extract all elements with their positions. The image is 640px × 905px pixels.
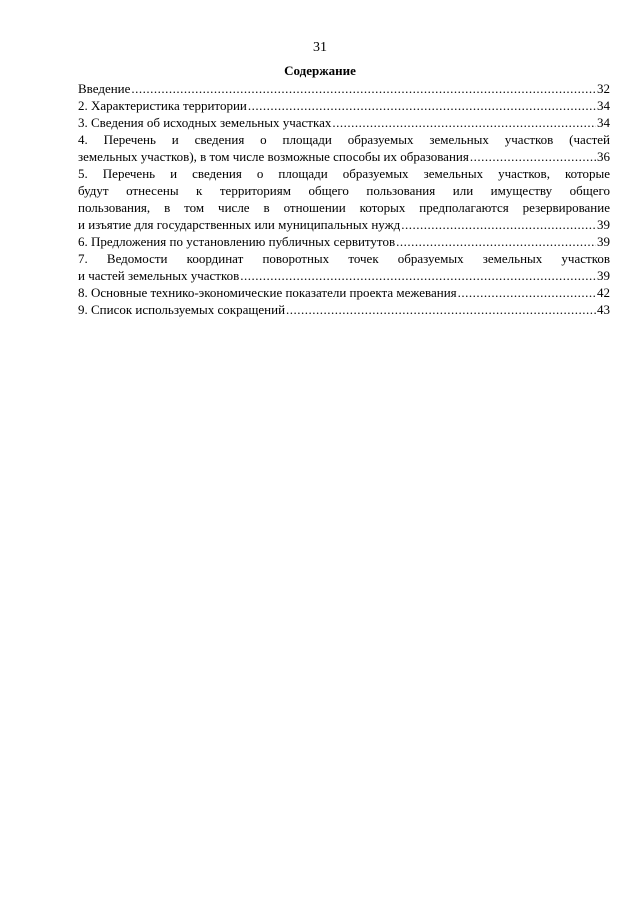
toc-entry-text: 8. Основные технико-экономические показатели проекта межевания — [78, 285, 457, 300]
toc-entry-text: и изъятие для государственных или муниципальных нужд — [78, 217, 401, 232]
toc-entry-text: и частей земельных участков — [78, 268, 240, 283]
toc-entry-page: 39 — [597, 268, 610, 283]
leader-dots — [248, 97, 596, 114]
leader-dots — [240, 267, 596, 284]
toc-entry-9[interactable] — [78, 301, 610, 318]
leader-dots — [458, 284, 596, 301]
toc-entry-text: Введение — [78, 81, 131, 96]
toc-entry-page: 36 — [597, 149, 610, 164]
toc-entry-page: 32 — [597, 81, 610, 96]
toc-entry-text: 5. Перечень и сведения о площади образуемых земельных участков, которые — [78, 166, 610, 181]
table-of-contents — [78, 80, 610, 318]
toc-entry-page: 39 — [597, 217, 610, 232]
toc-entry-introduction[interactable] — [78, 80, 610, 97]
toc-entry-page: 34 — [597, 98, 610, 113]
leader-dots — [396, 233, 596, 250]
toc-entry-page: 39 — [597, 234, 610, 249]
toc-entry-text: будут отнесены к территориям общего пользования или имуществу общего — [78, 183, 610, 198]
toc-entry-page: 34 — [597, 115, 610, 130]
toc-entry-5[interactable] — [78, 165, 610, 233]
leader-dots — [470, 148, 596, 165]
page-number: 31 — [313, 40, 327, 55]
toc-entry-text: 3. Сведения об исходных земельных участках — [78, 115, 332, 130]
toc-entry-page: 43 — [597, 302, 610, 317]
toc-entry-text: 9. Список используемых сокращений — [78, 302, 286, 317]
toc-entry-2[interactable] — [78, 97, 610, 114]
toc-entry-text: 2. Характеристика территории — [78, 98, 247, 113]
toc-entry-7[interactable] — [78, 250, 610, 284]
leader-dots — [131, 80, 596, 97]
toc-entry-text: 7. Ведомости координат поворотных точек образуемых земельных участков — [78, 251, 610, 266]
leader-dots — [401, 216, 596, 233]
leader-dots — [286, 301, 596, 318]
toc-entry-text: пользования, в том числе в отношении которых предполагаются резервирование — [78, 200, 610, 215]
toc-entry-text: земельных участков), в том числе возможные способы их образования — [78, 149, 469, 164]
toc-entry-text: 6. Предложения по установлению публичных сервитутов — [78, 234, 396, 249]
toc-entry-4[interactable] — [78, 131, 610, 165]
toc-entry-6[interactable] — [78, 233, 610, 250]
toc-title: Содержание — [284, 63, 356, 78]
toc-entry-page: 42 — [597, 285, 610, 300]
toc-entry-8[interactable] — [78, 284, 610, 301]
toc-entry-text: 4. Перечень и сведения о площади образуемых земельных участков (частей — [78, 132, 610, 147]
toc-entry-3[interactable] — [78, 114, 610, 131]
leader-dots — [332, 114, 596, 131]
